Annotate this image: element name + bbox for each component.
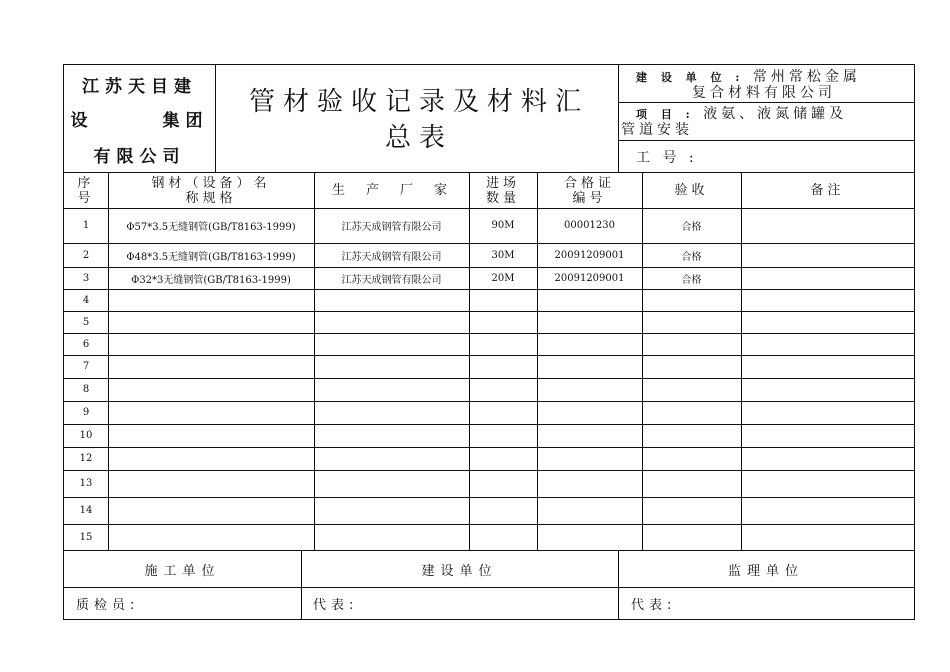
inspector-label: 质检员: (76, 598, 140, 613)
cell-remark (741, 208, 914, 243)
cell-cert (537, 497, 642, 524)
cell-check: 合格 (681, 274, 702, 286)
company-name-line-3: 有限公司 (93, 146, 186, 167)
cell-no: 15 (79, 531, 93, 543)
supervision-rep-label: 代表: (631, 598, 677, 613)
cell-qty (469, 470, 537, 497)
cell-no: 5 (82, 316, 90, 328)
cell-no: 2 (82, 249, 90, 261)
cell-no: 7 (82, 361, 90, 372)
build-unit-value: 常州常松金属 (752, 69, 861, 85)
cell-remark (741, 333, 914, 355)
cell-remark (741, 497, 914, 524)
cell-check (642, 524, 741, 550)
cell-cert: 20091209001 (554, 249, 625, 261)
cell-maker (314, 378, 469, 401)
cell-qty (469, 497, 537, 524)
cell-cert (537, 311, 642, 333)
form-title-line-1: 管材验收记录及材料汇 (248, 87, 589, 117)
form-frame (63, 64, 915, 620)
cell-remark (741, 311, 914, 333)
cell-no: 13 (79, 478, 93, 489)
cell-no: 3 (82, 272, 90, 284)
cell-check (642, 497, 741, 524)
cell-check (642, 424, 741, 447)
supervision-unit-label: 监理单位 (727, 563, 804, 579)
cell-remark (741, 267, 914, 289)
build-rep-label: 代表: (313, 598, 359, 613)
cell-check (642, 470, 741, 497)
col-header-remark: 备注 (810, 183, 845, 198)
cell-qty (469, 378, 537, 401)
cell-qty (469, 447, 537, 470)
col-header-qty: 进场 数量 (485, 175, 520, 206)
project-label: 项 目 : (636, 108, 695, 121)
cell-no: 4 (82, 294, 90, 306)
cell-remark (741, 401, 914, 424)
build-unit-value-cont: 复合材料有限公司 (692, 85, 836, 101)
cell-material: Φ32*3无缝钢管(GB/T8163-1999) (131, 274, 291, 286)
build-unit-sign-label: 建设单位 (421, 563, 498, 579)
cell-material (108, 497, 314, 524)
cell-material (108, 470, 314, 497)
cell-no: 8 (82, 384, 90, 395)
cell-cert (537, 524, 642, 550)
cell-qty (469, 424, 537, 447)
cell-qty (469, 311, 537, 333)
cell-check: 合格 (681, 251, 702, 263)
cell-check (642, 401, 741, 424)
cell-maker (314, 333, 469, 355)
col-header-maker: 生 产 厂 家 (331, 183, 451, 198)
cell-qty (469, 355, 537, 378)
cell-qty: 30M (491, 249, 515, 261)
cell-cert (537, 447, 642, 470)
cell-qty (469, 401, 537, 424)
cell-no: 12 (79, 453, 93, 464)
cell-check (642, 447, 741, 470)
col-header-material: 钢材（设备）名 称规格 (151, 175, 271, 206)
project-field (636, 106, 912, 123)
cell-material (108, 289, 314, 311)
cell-maker: 江苏天成钢管有限公司 (341, 274, 442, 286)
cell-no: 9 (82, 407, 90, 418)
build-unit-label: 建 设 单 位 : (636, 71, 745, 84)
cell-cert (537, 401, 642, 424)
cell-maker (314, 470, 469, 497)
cell-check (642, 378, 741, 401)
project-value-cont: 管道安装 (621, 122, 693, 138)
cell-maker (314, 289, 469, 311)
cell-maker (314, 447, 469, 470)
company-name-line-2: 设 集团 (70, 110, 209, 131)
cell-material: Φ57*3.5无缝钢管(GB/T8163-1999) (126, 222, 296, 233)
cell-remark (741, 424, 914, 447)
cell-qty: 20M (491, 272, 515, 284)
cell-cert (537, 470, 642, 497)
cell-check (642, 311, 741, 333)
cell-cert (537, 378, 642, 401)
cell-no: 10 (79, 430, 93, 441)
cell-qty (469, 289, 537, 311)
cell-check (642, 333, 741, 355)
cell-material (108, 447, 314, 470)
cell-check: 合格 (681, 222, 702, 233)
cell-maker (314, 355, 469, 378)
cell-maker: 江苏天成钢管有限公司 (341, 222, 442, 233)
cell-remark (741, 243, 914, 267)
cell-maker (314, 497, 469, 524)
cell-material (108, 333, 314, 355)
col-header-cert: 合格证 编号 (563, 175, 615, 206)
cell-material (108, 524, 314, 550)
cell-material (108, 378, 314, 401)
cell-material (108, 424, 314, 447)
build-unit-field (636, 69, 912, 86)
cell-maker (314, 311, 469, 333)
form-title-line-2: 总表 (384, 123, 453, 153)
cell-remark (741, 524, 914, 550)
col-header-no: 序 号 (77, 175, 95, 206)
cell-maker: 江苏天成钢管有限公司 (341, 251, 442, 263)
cell-qty (469, 524, 537, 550)
cell-material (108, 401, 314, 424)
cell-remark (741, 470, 914, 497)
cell-remark (741, 447, 914, 470)
cell-remark (741, 378, 914, 401)
cell-check (642, 289, 741, 311)
cell-maker (314, 524, 469, 550)
cell-material (108, 311, 314, 333)
cell-cert (537, 424, 642, 447)
cell-qty: 90M (491, 220, 515, 231)
cell-cert (537, 333, 642, 355)
cell-maker (314, 401, 469, 424)
cell-material (108, 355, 314, 378)
company-name-line-1: 江苏天目建 (82, 76, 197, 97)
cell-material: Φ48*3.5无缝钢管(GB/T8163-1999) (126, 251, 296, 263)
cell-maker (314, 424, 469, 447)
construction-unit-label: 施工单位 (144, 563, 221, 579)
cell-cert (537, 355, 642, 378)
project-value: 液氨、液氮储罐及 (703, 106, 848, 122)
job-no-label: 工 号 : (636, 150, 698, 166)
cell-remark (741, 355, 914, 378)
cell-qty (469, 333, 537, 355)
cell-cert: 20091209001 (554, 272, 625, 284)
cell-check (642, 355, 741, 378)
cell-no: 6 (82, 338, 90, 350)
cell-cert (537, 289, 642, 311)
cell-no: 1 (82, 220, 90, 231)
cell-cert: 00001230 (564, 220, 615, 231)
cell-no: 14 (79, 505, 93, 516)
col-header-check: 验收 (674, 183, 709, 198)
cell-remark (741, 289, 914, 311)
